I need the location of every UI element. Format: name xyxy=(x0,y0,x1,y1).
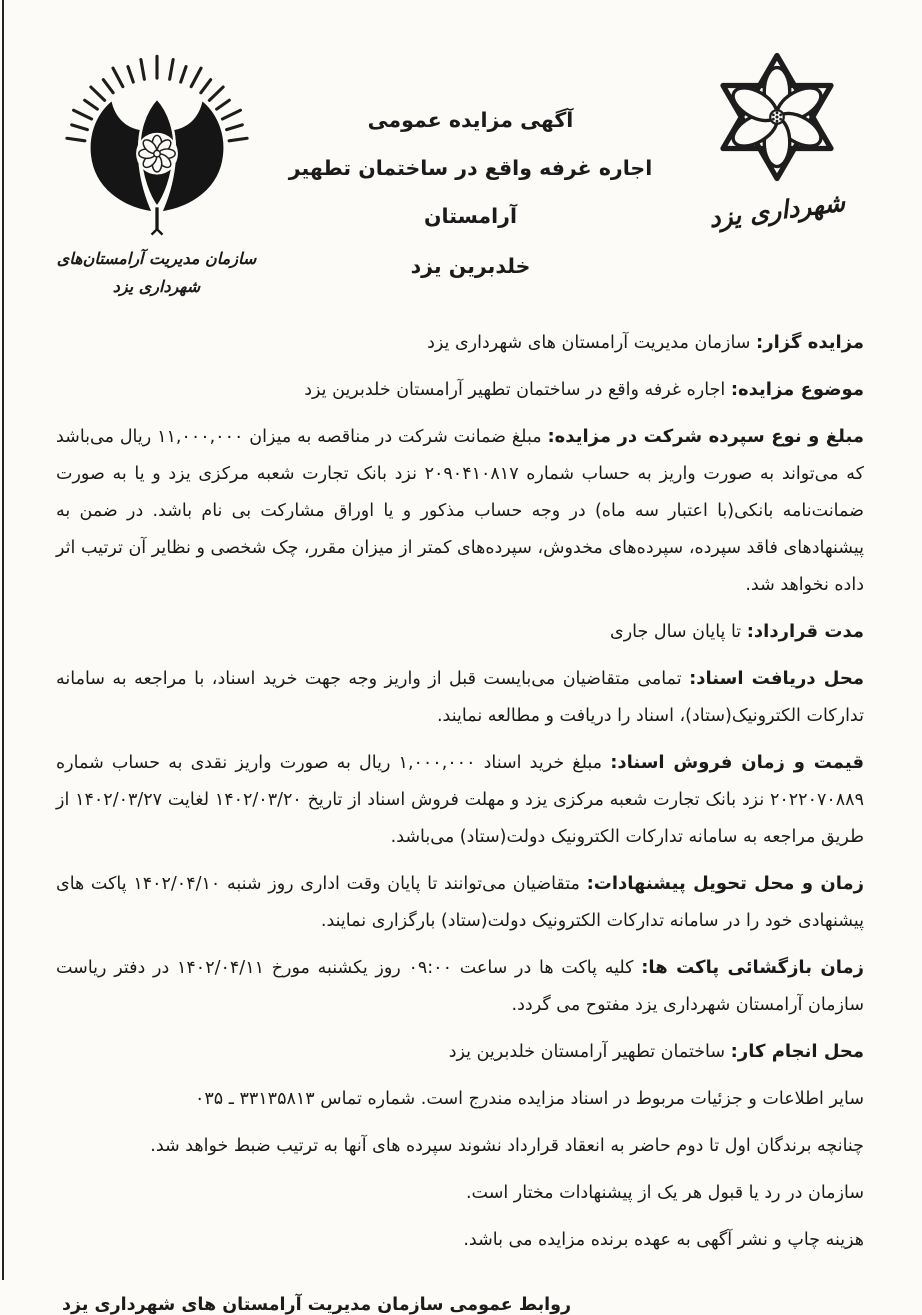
section-label: مدت قرارداد: xyxy=(746,621,864,642)
section-auctioneer xyxy=(56,324,864,362)
cemetery-organization-logo xyxy=(44,40,269,300)
section-text: سایر اطلاعات و جزئیات مربوط در اسناد مزایده مندرج است. شماره تماس ۳۳۱۳۵۸۱۳ ـ ۰۳۵ xyxy=(195,1089,864,1109)
section-subject xyxy=(56,371,864,409)
section-text: ساختمان تطهیر آرامستان خلدبرین یزد xyxy=(448,1042,726,1062)
title-line-3: خلدبرین یزد xyxy=(410,254,531,278)
section-contract-duration xyxy=(56,613,864,651)
section-text: هزینه چاپ و نشر آگهی به عهده برنده مزایده می باشد. xyxy=(463,1230,864,1250)
section-label: محل انجام کار: xyxy=(730,1041,864,1062)
section-work-location xyxy=(56,1033,864,1071)
note-other-info xyxy=(56,1080,864,1118)
section-text: تا پایان سال جاری xyxy=(610,622,742,642)
section-text: مبلغ خرید اسناد ۱,۰۰۰,۰۰۰ ریال به صورت واریز نقدی به حساب شماره ۲۰۲۲۰۷۰۸۸۹ نزد بانک تجارت شعبه مرکزی یزد و مهلت فروش اسناد از تاریخ ۱۴۰۲/۰۳/۲۰ لغایت ۱۴۰۲/۰۳/۲۷ از طریق مراجعه به سامانه تدارکات الکترونیک دولت(ستاد) می‌باشد. xyxy=(56,753,864,847)
section-text: اجاره غرفه واقع در ساختمان تطهیر آرامستان خلدبرین یزد xyxy=(304,380,726,400)
section-label: زمان و محل تحویل پیشنهادات: xyxy=(586,873,865,894)
section-document-price xyxy=(56,744,864,856)
document-title xyxy=(269,40,672,290)
yazd-flower-icon xyxy=(702,42,852,192)
scan-edge-line xyxy=(2,0,4,1280)
section-text: کلیه پاکت ها در ساعت ۰۹:۰۰ روز یکشنبه مورخ ۱۴۰۲/۰۴/۱۱ در دفتر ریاست سازمان آرامستان شهرداری یزد مفتوح می گردد. xyxy=(56,958,864,1015)
note-publication-cost xyxy=(56,1221,864,1259)
section-text: چنانچه برندگان اول تا دوم حاضر به انعقاد قرارداد نشوند سپرده های آنها به ترتیب ضبط خواهد شد. xyxy=(150,1136,864,1156)
tulip-emblem-icon xyxy=(66,40,248,240)
section-text: سازمان مدیریت آرامستان های شهرداری یزد xyxy=(427,333,751,353)
left-logo-caption-line1: سازمان مدیریت آرامستان‌های xyxy=(56,249,257,268)
section-document-pickup xyxy=(56,660,864,735)
section-label: مزایده گزار: xyxy=(756,332,864,353)
left-logo-caption-line2: شهرداری یزد xyxy=(112,277,201,296)
notice-body xyxy=(0,300,922,1315)
section-envelope-opening xyxy=(56,949,864,1024)
public-relations-signature: روابط عمومی سازمان مدیریت آرامستان های شهرداری یزد xyxy=(62,1295,572,1315)
section-label: محل دریافت اسناد: xyxy=(689,668,864,689)
yazd-municipality-logo xyxy=(672,40,882,234)
section-text: متقاضیان می‌توانند تا پایان وقت اداری روز شنبه ۱۴۰۲/۰۴/۱۰ پاکت های پیشنهادی خود را در سامانه تدارکات الکترونیک دولت(ستاد) بارگزاری نمایند. xyxy=(56,874,864,931)
section-label: قیمت و زمان فروش اسناد: xyxy=(610,752,864,773)
title-line-2: اجاره غرفه واقع در ساختمان تطهیر آرامستان xyxy=(288,156,653,228)
document-header xyxy=(0,0,922,300)
section-text: مبلغ ضمانت شرکت در مناقصه به میزان ۱۱,۰۰۰,۰۰۰ ریال می‌باشد که می‌تواند به صورت واریز به حساب شماره ۲۰۹۰۴۱۰۸۱۷ نزد بانک تجارت شعبه مرکزی یزد و یا به صورت ضمانت‌نامه بانکی(با اعتبار سه ماه) در وجه حساب مذکور و یا اوراق مشارکت بی نام باشد. در ضمن به پیشنهادهای فاقد سپرده، سپرده‌های مخدوش، سپرده‌های کمتر از میزان مقرر، چک شخصی و نظایر آن ترتیب اثر داده نخواهد شد. xyxy=(56,427,864,595)
title-line-1: آگهی مزایده عمومی xyxy=(367,108,574,132)
section-text: تمامی متقاضیان می‌بایست قبل از واریز وجه جهت خرید اسناد، با مراجعه به سامانه تدارکات الکترونیک(ستاد)، اسناد را دریافت و مطالعه نمایند. xyxy=(56,669,864,726)
section-label: مبلغ و نوع سپرده شرکت در مزایده: xyxy=(547,426,864,447)
note-right-to-reject xyxy=(56,1174,864,1212)
right-logo-caption: شهرداری یزد xyxy=(707,187,847,234)
note-forfeit-deposits xyxy=(56,1127,864,1165)
section-deposit xyxy=(56,418,864,604)
section-label: موضوع مزایده: xyxy=(730,379,864,400)
section-text: سازمان در رد یا قبول هر یک از پیشنهادات مختار است. xyxy=(465,1183,864,1203)
section-proposal-delivery xyxy=(56,865,864,940)
section-label: زمان بازگشائی پاکت ها: xyxy=(641,957,864,978)
